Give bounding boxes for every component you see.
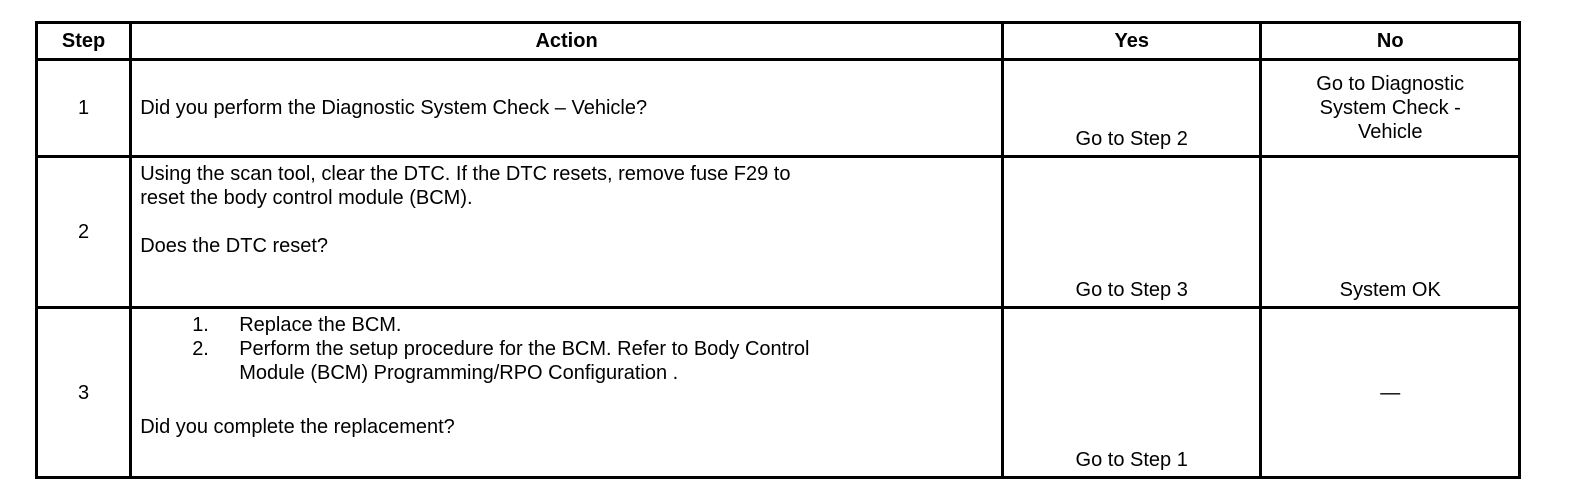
header-no: No	[1261, 23, 1520, 60]
yes-link[interactable]: Go to Step 3	[1002, 157, 1261, 308]
table-row	[37, 60, 1520, 157]
no-text-line: Go to Diagnostic	[1316, 73, 1465, 95]
yes-link[interactable]: Go to Step 2	[1002, 60, 1261, 157]
step-number: 3	[37, 308, 131, 478]
table-row	[37, 157, 1520, 308]
table-row	[37, 308, 1520, 478]
step-number: 2	[37, 157, 131, 308]
no-text-line: System Check -	[1319, 97, 1461, 119]
no-cell[interactable]	[1261, 60, 1520, 157]
no-result: —	[1261, 308, 1520, 478]
action-text	[140, 162, 993, 210]
action-text-line: Using the scan tool, clear the DTC. If the DTC resets, remove fuse F29 to	[140, 163, 791, 185]
action-cell	[131, 60, 1003, 157]
action-text: Did you perform the Diagnostic System Check – Vehicle?	[140, 97, 648, 119]
yes-link[interactable]: Go to Step 1	[1002, 308, 1261, 478]
list-item-text: Perform the setup procedure for the BCM. Refer to Body Control	[239, 338, 810, 360]
header-yes: Yes	[1002, 23, 1261, 60]
header-row	[37, 23, 1520, 60]
action-text-line: reset the body control module (BCM).	[140, 187, 473, 209]
action-cell	[131, 157, 1003, 308]
list-item-number: 2.	[192, 338, 209, 360]
list-item-text: Module (BCM) Programming/RPO Configuration .	[239, 362, 679, 384]
procedure-list	[140, 313, 993, 385]
header-action: Action	[131, 23, 1003, 60]
list-item	[140, 313, 993, 337]
action-cell	[131, 308, 1003, 478]
question-text: Did you complete the replacement?	[140, 416, 455, 438]
list-item	[140, 337, 993, 385]
list-item-text: Replace the BCM.	[239, 314, 402, 336]
diagnostic-table	[35, 21, 1521, 479]
no-text-line: Vehicle	[1357, 121, 1423, 143]
question-text: Does the DTC reset?	[140, 235, 329, 257]
list-item-number: 1.	[192, 314, 209, 336]
header-step: Step	[37, 23, 131, 60]
no-result: System OK	[1261, 157, 1520, 308]
step-number: 1	[37, 60, 131, 157]
